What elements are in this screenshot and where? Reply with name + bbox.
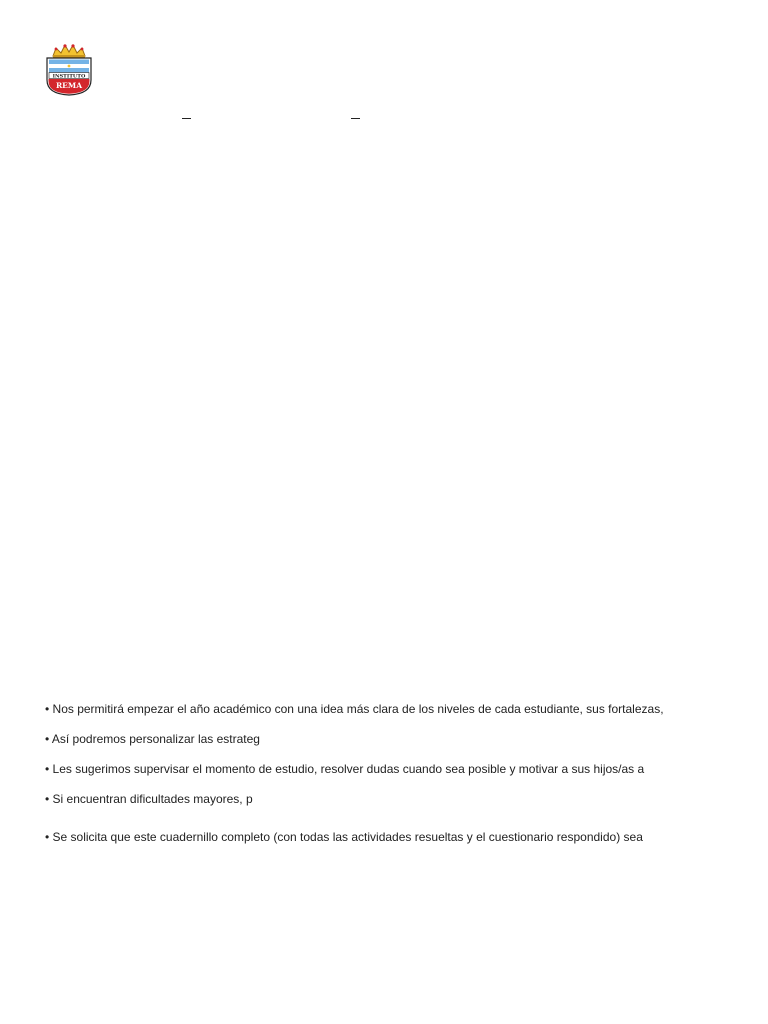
bullet-item: • Nos permitirá empezar el año académico con una idea más clara de los niveles de cada estudiante, sus fortalezas,: [45, 702, 664, 716]
crown-shape: [53, 45, 85, 56]
bullet-list: [45, 701, 745, 859]
logo-text-instituto: INSTITUTO: [52, 73, 86, 80]
bullet-item: • Les sugerimos supervisar el momento de estudio, resolver dudas cuando sea posible y motivar a sus hijos/as a: [45, 762, 645, 776]
logo-text-rema: REMA: [55, 81, 83, 90]
bullet-item: • Se solicita que este cuadernillo completo (con todas las actividades resueltas y el cuestionario respondido) sea: [45, 830, 643, 844]
instituto-rema-logo: [44, 44, 94, 96]
blank-line-marker: [182, 118, 191, 119]
blank-line-marker: [351, 118, 360, 119]
bullet-item: • Así podremos personalizar las estrateg: [45, 732, 260, 746]
bullet-item: • Si encuentran dificultades mayores, p: [45, 792, 253, 806]
